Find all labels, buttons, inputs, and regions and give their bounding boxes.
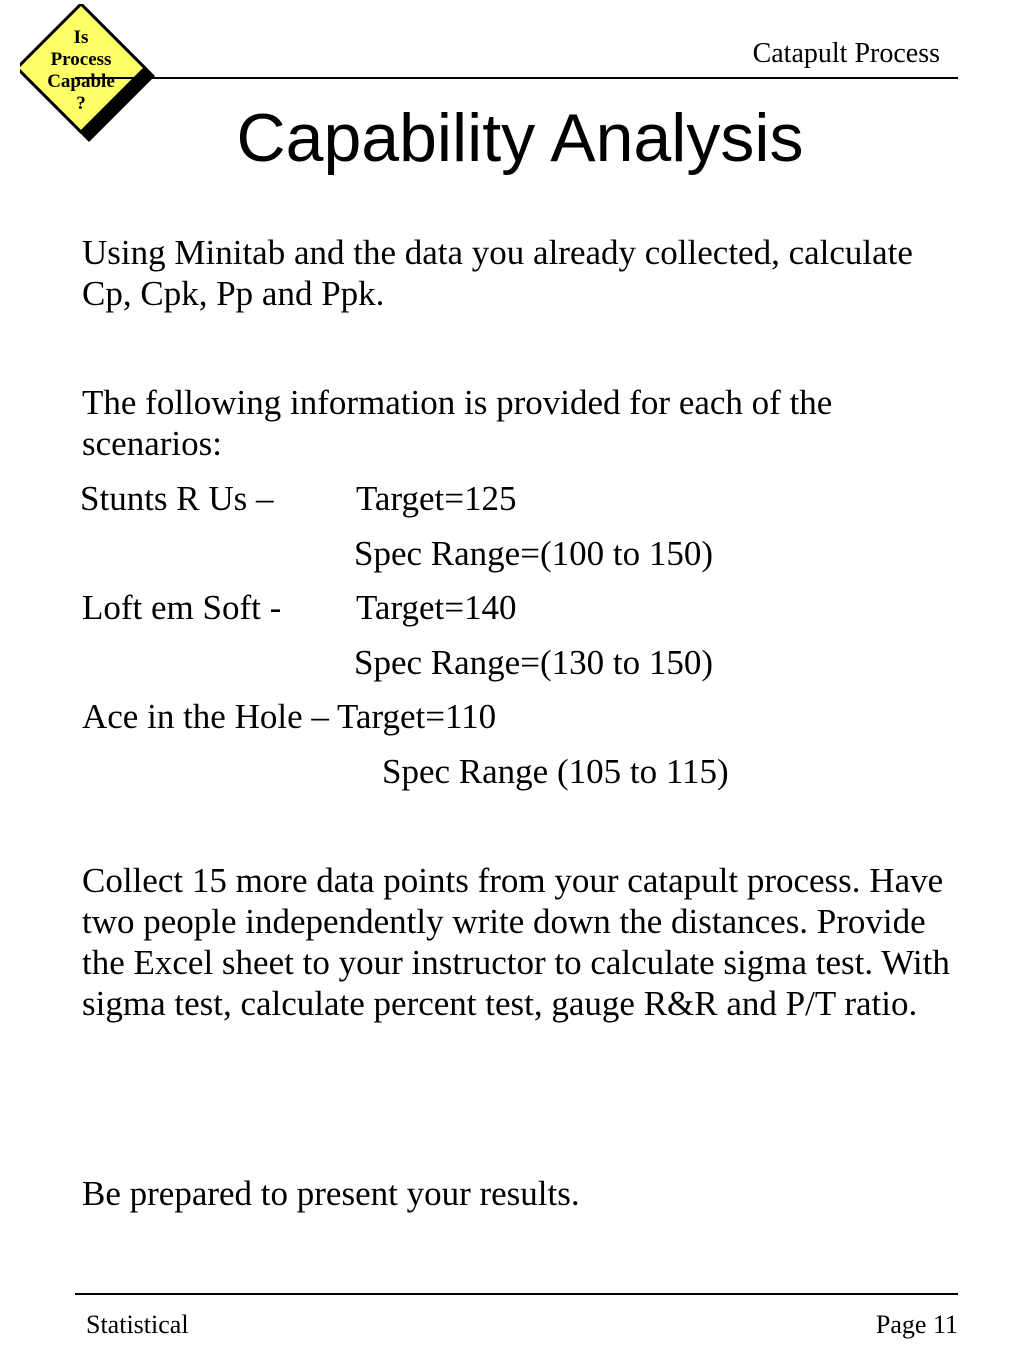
logo-text-line-3: Capable [47, 71, 115, 92]
info-paragraph: The following information is provided for each of the scenarios: [82, 383, 833, 463]
scenario-1-name: Stunts R Us – [80, 479, 274, 518]
closing-paragraph: Be prepared to present your results. [82, 1174, 580, 1213]
collect-paragraph: Collect 15 more data points from your catapult process. Have two people independently write down the distances. Provide the Excel sheet to your instructor to calculate sigma test. With sigma test, calculate percent test, gauge R&R and P/T ratio. [82, 861, 950, 1023]
footer-rule [75, 1293, 958, 1295]
header-rule [75, 77, 958, 79]
scenario-3-spec: Spec Range (105 to 115) [382, 752, 729, 791]
footer-left-label: Statistical [86, 1310, 189, 1339]
page-title: Capability Analysis [236, 100, 804, 176]
scenario-2-target: Target=140 [356, 588, 517, 627]
scenario-2-spec: Spec Range=(130 to 150) [354, 643, 713, 682]
logo-text-line-1: Is [73, 27, 89, 48]
intro-paragraph: Using Minitab and the data you already collected, calculate Cp, Cpk, Pp and Ppk. [82, 233, 913, 313]
scenario-3-line: Ace in the Hole – Target=110 [82, 697, 497, 736]
logo-text-line-4: ? [76, 93, 86, 114]
scenario-1-target: Target=125 [356, 479, 517, 518]
scenario-1-spec: Spec Range=(100 to 150) [354, 534, 713, 573]
header-label: Catapult Process [752, 38, 940, 69]
logo-text-line-2: Process [50, 49, 112, 70]
scenario-2-name: Loft em Soft - [82, 588, 282, 627]
page-number: Page 11 [875, 1310, 958, 1339]
